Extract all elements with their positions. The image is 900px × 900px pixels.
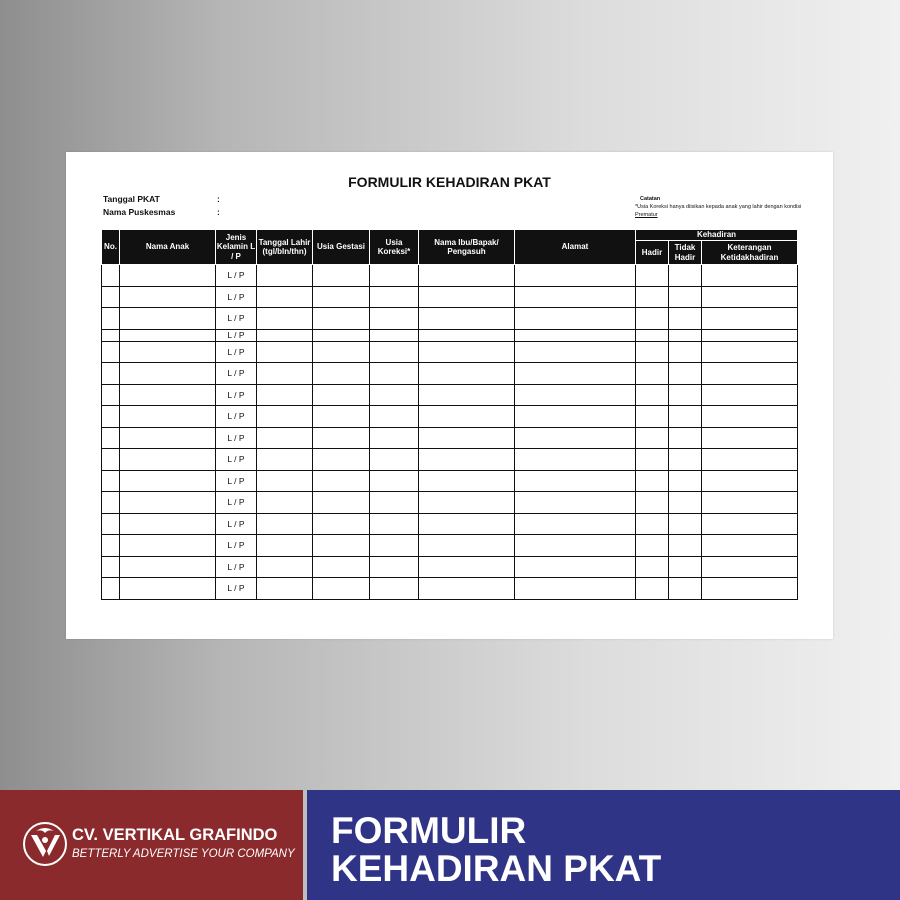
cell-nama-ibu[interactable]: [419, 406, 515, 428]
cell-nama-ibu[interactable]: [419, 449, 515, 471]
cell-tidak-hadir[interactable]: [669, 384, 702, 406]
header-nama-anak: Nama Anak: [120, 230, 216, 265]
cell-no[interactable]: [102, 308, 120, 330]
cell-nama-ibu[interactable]: [419, 492, 515, 514]
cell-alamat[interactable]: [515, 384, 636, 406]
note-underlined: Prematur: [635, 212, 658, 218]
cell-usia-koreksi[interactable]: [370, 341, 419, 363]
cell-usia-koreksi[interactable]: [370, 363, 419, 385]
cell-nama-ibu[interactable]: [419, 341, 515, 363]
cell-tanggal-lahir[interactable]: [257, 265, 313, 287]
cell-no[interactable]: [102, 406, 120, 428]
cell-nama-ibu[interactable]: [419, 384, 515, 406]
table-row: [102, 535, 798, 557]
cell-usia-gestasi[interactable]: [313, 535, 370, 557]
cell-hadir[interactable]: [636, 384, 669, 406]
cell-hadir[interactable]: [636, 286, 669, 308]
cell-usia-gestasi[interactable]: [313, 449, 370, 471]
cell-jenis-kelamin: L / P: [216, 286, 257, 308]
header-usia-gestasi: Usia Gestasi: [313, 230, 370, 265]
cell-hadir[interactable]: [636, 470, 669, 492]
cell-nama-anak[interactable]: [120, 556, 216, 578]
cell-alamat[interactable]: [515, 308, 636, 330]
table-row: [102, 265, 798, 287]
cell-usia-gestasi[interactable]: [313, 363, 370, 385]
header-nama-ibu: Nama Ibu/Bapak/ Pengasuh: [419, 230, 515, 265]
cell-jenis-kelamin: L / P: [216, 556, 257, 578]
field-label: Nama Puskesmas: [103, 207, 176, 217]
cell-alamat[interactable]: [515, 535, 636, 557]
cell-tidak-hadir[interactable]: [669, 578, 702, 600]
cell-jenis-kelamin: L / P: [216, 449, 257, 471]
header-hadir: Hadir: [636, 241, 669, 265]
cell-keterangan[interactable]: [702, 363, 798, 385]
cell-jenis-kelamin: L / P: [216, 427, 257, 449]
field-nama-puskesmas: [103, 207, 220, 217]
cell-nama-anak[interactable]: [120, 363, 216, 385]
cell-nama-ibu[interactable]: [419, 535, 515, 557]
cell-tanggal-lahir[interactable]: [257, 449, 313, 471]
header-alamat: Alamat: [515, 230, 636, 265]
table-row: [102, 329, 798, 341]
cell-usia-koreksi[interactable]: [370, 286, 419, 308]
cell-hadir[interactable]: [636, 513, 669, 535]
table-row: [102, 406, 798, 428]
cell-tidak-hadir[interactable]: [669, 427, 702, 449]
cell-nama-anak[interactable]: [120, 535, 216, 557]
cell-jenis-kelamin: L / P: [216, 535, 257, 557]
cell-tidak-hadir[interactable]: [669, 286, 702, 308]
cell-keterangan[interactable]: [702, 286, 798, 308]
cell-alamat[interactable]: [515, 341, 636, 363]
form-title: FORMULIR KEHADIRAN PKAT: [348, 174, 551, 190]
cell-nama-anak[interactable]: [120, 384, 216, 406]
cell-alamat[interactable]: [515, 265, 636, 287]
cell-usia-koreksi[interactable]: [370, 406, 419, 428]
cell-usia-koreksi[interactable]: [370, 265, 419, 287]
cell-nama-anak[interactable]: [120, 286, 216, 308]
cell-no[interactable]: [102, 470, 120, 492]
cell-usia-gestasi[interactable]: [313, 286, 370, 308]
cell-no[interactable]: [102, 578, 120, 600]
cell-nama-anak[interactable]: [120, 265, 216, 287]
cell-tanggal-lahir[interactable]: [257, 578, 313, 600]
cell-tanggal-lahir[interactable]: [257, 470, 313, 492]
cell-tanggal-lahir[interactable]: [257, 513, 313, 535]
header-keterangan: Keterangan Ketidakhadiran: [702, 241, 798, 265]
cell-alamat[interactable]: [515, 406, 636, 428]
cell-no[interactable]: [102, 329, 120, 341]
cell-keterangan[interactable]: [702, 384, 798, 406]
cell-nama-ibu[interactable]: [419, 265, 515, 287]
cell-nama-ibu[interactable]: [419, 578, 515, 600]
cell-tidak-hadir[interactable]: [669, 449, 702, 471]
cell-nama-ibu[interactable]: [419, 513, 515, 535]
cell-tanggal-lahir[interactable]: [257, 535, 313, 557]
cell-usia-gestasi[interactable]: [313, 513, 370, 535]
cell-hadir[interactable]: [636, 449, 669, 471]
cell-keterangan[interactable]: [702, 427, 798, 449]
cell-usia-koreksi[interactable]: [370, 449, 419, 471]
cell-nama-anak[interactable]: [120, 427, 216, 449]
header-tanggal-lahir: Tanggal Lahir (tgl/bln/thn): [257, 230, 313, 265]
vg-emblem-icon: [22, 821, 68, 867]
cell-nama-anak[interactable]: [120, 406, 216, 428]
table-row: [102, 363, 798, 385]
company-name: CV. VERTIKAL GRAFINDO: [72, 826, 278, 844]
field-colon: :: [217, 207, 220, 217]
cell-nama-anak[interactable]: [120, 513, 216, 535]
cell-alamat[interactable]: [515, 492, 636, 514]
cell-usia-koreksi[interactable]: [370, 308, 419, 330]
field-tanggal-pkat: [103, 194, 220, 204]
table-row: [102, 578, 798, 600]
cell-keterangan[interactable]: [702, 329, 798, 341]
cell-usia-gestasi[interactable]: [313, 427, 370, 449]
cell-nama-ibu[interactable]: [419, 470, 515, 492]
cell-tanggal-lahir[interactable]: [257, 308, 313, 330]
cell-tidak-hadir[interactable]: [669, 265, 702, 287]
cell-no[interactable]: [102, 286, 120, 308]
cell-usia-gestasi[interactable]: [313, 470, 370, 492]
cell-usia-koreksi[interactable]: [370, 578, 419, 600]
cell-jenis-kelamin: L / P: [216, 363, 257, 385]
company-banner: [0, 790, 303, 900]
table-row: [102, 341, 798, 363]
cell-no[interactable]: [102, 384, 120, 406]
cell-hadir[interactable]: [636, 308, 669, 330]
table-row: [102, 492, 798, 514]
header-kehadiran: Kehadiran: [636, 230, 798, 241]
field-colon: :: [217, 194, 220, 204]
cell-nama-anak[interactable]: [120, 470, 216, 492]
table-row: [102, 308, 798, 330]
cell-keterangan[interactable]: [702, 535, 798, 557]
cell-nama-anak[interactable]: [120, 341, 216, 363]
cell-nama-anak[interactable]: [120, 308, 216, 330]
company-tagline: BETTERLY ADVERTISE YOUR COMPANY: [72, 848, 295, 860]
cell-keterangan[interactable]: [702, 578, 798, 600]
cell-tidak-hadir[interactable]: [669, 556, 702, 578]
cell-jenis-kelamin: L / P: [216, 265, 257, 287]
cell-alamat[interactable]: [515, 363, 636, 385]
cell-no[interactable]: [102, 492, 120, 514]
cell-tidak-hadir[interactable]: [669, 492, 702, 514]
cell-alamat[interactable]: [515, 449, 636, 471]
header-no: No.: [102, 230, 120, 265]
cell-no[interactable]: [102, 341, 120, 363]
cell-nama-ibu[interactable]: [419, 308, 515, 330]
cell-keterangan[interactable]: [702, 265, 798, 287]
cell-usia-koreksi[interactable]: [370, 470, 419, 492]
cell-tanggal-lahir[interactable]: [257, 492, 313, 514]
cell-keterangan[interactable]: [702, 492, 798, 514]
cell-usia-koreksi[interactable]: [370, 492, 419, 514]
cell-tanggal-lahir[interactable]: [257, 556, 313, 578]
cell-alamat[interactable]: [515, 470, 636, 492]
cell-no[interactable]: [102, 449, 120, 471]
cell-hadir[interactable]: [636, 492, 669, 514]
cell-tanggal-lahir[interactable]: [257, 427, 313, 449]
cell-tidak-hadir[interactable]: [669, 329, 702, 341]
cell-tidak-hadir[interactable]: [669, 406, 702, 428]
cell-tanggal-lahir[interactable]: [257, 286, 313, 308]
cell-tanggal-lahir[interactable]: [257, 406, 313, 428]
cell-alamat[interactable]: [515, 556, 636, 578]
cell-usia-koreksi[interactable]: [370, 556, 419, 578]
cell-nama-anak[interactable]: [120, 449, 216, 471]
cell-no[interactable]: [102, 513, 120, 535]
cell-tidak-hadir[interactable]: [669, 513, 702, 535]
cell-alamat[interactable]: [515, 427, 636, 449]
cell-hadir[interactable]: [636, 535, 669, 557]
cell-tanggal-lahir[interactable]: [257, 363, 313, 385]
cell-nama-ibu[interactable]: [419, 286, 515, 308]
field-label: Tanggal PKAT: [103, 194, 160, 204]
form-sheet: [66, 152, 833, 639]
attendance-table: [101, 230, 798, 600]
header-jenis-kelamin: Jenis Kelamin L / P: [216, 230, 257, 265]
cell-jenis-kelamin: L / P: [216, 470, 257, 492]
header-tidak-hadir: Tidak Hadir: [669, 241, 702, 265]
cell-jenis-kelamin: L / P: [216, 329, 257, 341]
banner-title: FORMULIR KEHADIRAN PKAT: [331, 810, 662, 889]
cell-jenis-kelamin: L / P: [216, 341, 257, 363]
cell-no[interactable]: [102, 556, 120, 578]
cell-nama-ibu[interactable]: [419, 427, 515, 449]
title-banner: [307, 790, 900, 900]
table-row: [102, 449, 798, 471]
note-title: Catatan: [640, 196, 661, 202]
cell-nama-anak[interactable]: [120, 578, 216, 600]
cell-jenis-kelamin: L / P: [216, 578, 257, 600]
cell-alamat[interactable]: [515, 286, 636, 308]
cell-nama-ibu[interactable]: [419, 329, 515, 341]
cell-keterangan[interactable]: [702, 470, 798, 492]
cell-alamat[interactable]: [515, 513, 636, 535]
cell-jenis-kelamin: L / P: [216, 384, 257, 406]
cell-tanggal-lahir[interactable]: [257, 329, 313, 341]
cell-tanggal-lahir[interactable]: [257, 384, 313, 406]
cell-hadir[interactable]: [636, 341, 669, 363]
cell-tidak-hadir[interactable]: [669, 341, 702, 363]
cell-keterangan[interactable]: [702, 556, 798, 578]
cell-usia-gestasi[interactable]: [313, 578, 370, 600]
cell-no[interactable]: [102, 265, 120, 287]
cell-hadir[interactable]: [636, 363, 669, 385]
cell-usia-koreksi[interactable]: [370, 513, 419, 535]
cell-hadir[interactable]: [636, 578, 669, 600]
table-row: [102, 513, 798, 535]
cell-usia-gestasi[interactable]: [313, 341, 370, 363]
cell-hadir[interactable]: [636, 406, 669, 428]
cell-alamat[interactable]: [515, 578, 636, 600]
cell-nama-ibu[interactable]: [419, 363, 515, 385]
cell-nama-ibu[interactable]: [419, 556, 515, 578]
cell-no[interactable]: [102, 427, 120, 449]
cell-nama-anak[interactable]: [120, 329, 216, 341]
table-row: [102, 286, 798, 308]
table-row: [102, 384, 798, 406]
cell-usia-gestasi[interactable]: [313, 329, 370, 341]
cell-usia-koreksi[interactable]: [370, 535, 419, 557]
cell-tidak-hadir[interactable]: [669, 363, 702, 385]
cell-usia-gestasi[interactable]: [313, 556, 370, 578]
cell-no[interactable]: [102, 535, 120, 557]
cell-hadir[interactable]: [636, 556, 669, 578]
cell-usia-koreksi[interactable]: [370, 384, 419, 406]
cell-usia-koreksi[interactable]: [370, 329, 419, 341]
cell-keterangan[interactable]: [702, 308, 798, 330]
table-body: [102, 265, 798, 600]
cell-nama-anak[interactable]: [120, 492, 216, 514]
cell-jenis-kelamin: L / P: [216, 513, 257, 535]
cell-tidak-hadir[interactable]: [669, 470, 702, 492]
cell-alamat[interactable]: [515, 329, 636, 341]
cell-usia-gestasi[interactable]: [313, 265, 370, 287]
cell-jenis-kelamin: L / P: [216, 406, 257, 428]
cell-usia-gestasi[interactable]: [313, 492, 370, 514]
cell-hadir[interactable]: [636, 329, 669, 341]
cell-hadir[interactable]: [636, 427, 669, 449]
cell-usia-gestasi[interactable]: [313, 308, 370, 330]
cell-no[interactable]: [102, 363, 120, 385]
table-row: [102, 427, 798, 449]
cell-tidak-hadir[interactable]: [669, 308, 702, 330]
cell-keterangan[interactable]: [702, 513, 798, 535]
header-usia-koreksi: Usia Koreksi*: [370, 230, 419, 265]
table-row: [102, 556, 798, 578]
note-text: *Usia Koreksi hanya diisikan kepada anak yang lahir dengan kondisi Prematur: [635, 204, 802, 218]
cell-usia-gestasi[interactable]: [313, 384, 370, 406]
cell-jenis-kelamin: L / P: [216, 308, 257, 330]
cell-tidak-hadir[interactable]: [669, 535, 702, 557]
cell-keterangan[interactable]: [702, 341, 798, 363]
cell-jenis-kelamin: L / P: [216, 492, 257, 514]
note-box: [635, 195, 815, 219]
cell-tanggal-lahir[interactable]: [257, 341, 313, 363]
cell-keterangan[interactable]: [702, 406, 798, 428]
cell-usia-gestasi[interactable]: [313, 406, 370, 428]
cell-usia-koreksi[interactable]: [370, 427, 419, 449]
cell-hadir[interactable]: [636, 265, 669, 287]
cell-keterangan[interactable]: [702, 449, 798, 471]
table-row: [102, 470, 798, 492]
